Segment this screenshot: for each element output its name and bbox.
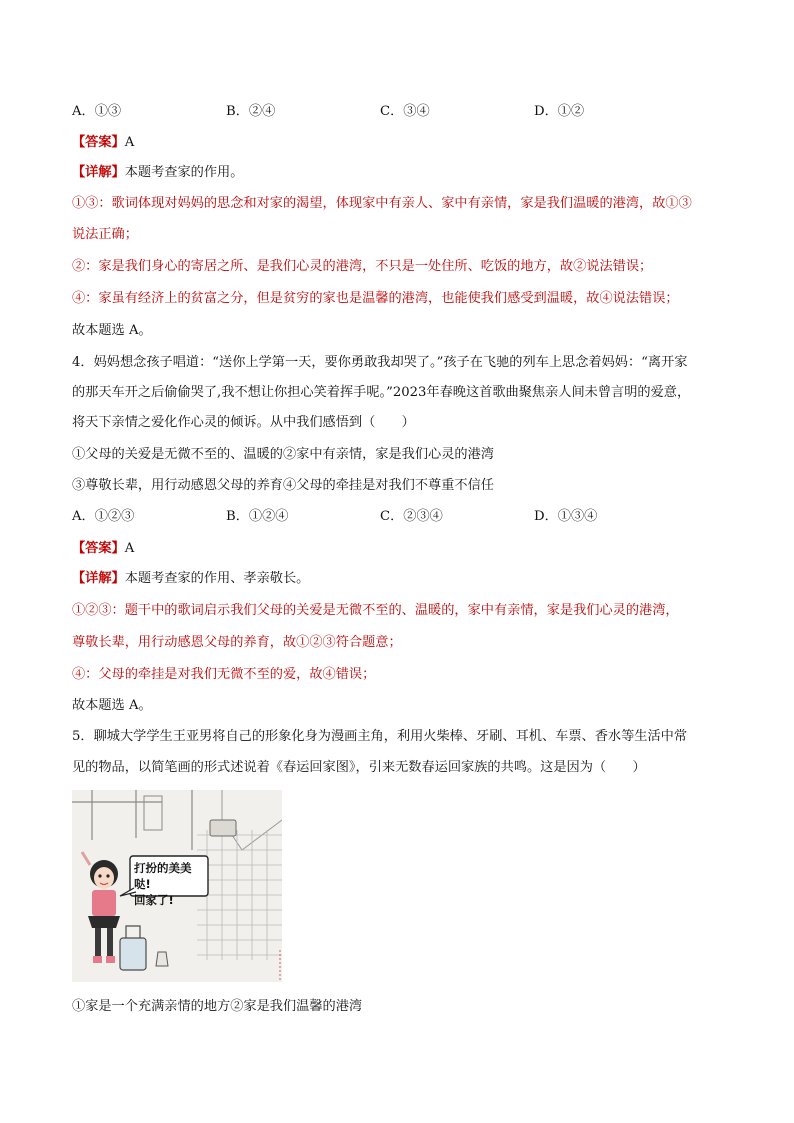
q3-explanation-1a: ①③：歌词体现对妈妈的思念和对家的渴望，体现家中有亲人、家中有亲情，家是我们温暖的港湾，故①③ <box>72 196 692 211</box>
q5-stem-1: 5．聊城大学学生王亚男将自己的形象化身为漫画主角，利用火柴棒、牙刷、耳机、车票、香水等生活中常 <box>72 729 688 744</box>
q5-stem-2: 见的物品，以简笔画的形式述说着《春运回家图》，引来无数春运回家族的共鸣。这是因为（ ） <box>72 760 646 775</box>
q3-answer <box>72 134 134 152</box>
q4-stem-2: 的那天车开之后偷偷哭了,我不想让你担心笑着挥手呢。”2023年春晚这首歌曲聚焦亲人间未曾言明的爱意， <box>72 385 691 400</box>
bubble-line-2: 回家了! <box>134 893 174 907</box>
detail-tag: 【详解】 <box>72 571 125 586</box>
q4-explanation-1a: ①②③：题干中的歌词启示我们父母的关爱是无微不至的、温暖的，家中有亲情，家是我们心灵的港湾， <box>72 603 679 618</box>
q4-option-a: A．①②③ <box>72 509 135 524</box>
answer-tag: 【答案】 <box>72 135 125 150</box>
q4-stem-1: 4．妈妈想念孩子唱道：“送你上学第一天，要你勇敢我却哭了。”孩子在飞驰的列车上思念着妈妈：“离开家 <box>72 355 688 370</box>
answer-tag: 【答案】 <box>72 541 125 556</box>
q3-explanation-3: ④：家虽有经济上的贫富之分，但是贫穷的家也是温馨的港湾，也能使我们感受到温暖，故④说法错误； <box>72 291 679 306</box>
q3-detail <box>72 164 243 182</box>
q3-option-a: A．①③ <box>72 104 122 119</box>
q4-detail <box>72 570 309 588</box>
detail-tag: 【详解】 <box>72 165 125 180</box>
q3-option-d: D．①② <box>534 104 585 119</box>
answer-value: A <box>124 135 135 150</box>
q5-item-1: ①家是一个充满亲情的地方②家是我们温馨的港湾 <box>72 999 363 1014</box>
q4-answer <box>72 540 134 558</box>
q4-option-d: D．①③④ <box>534 509 598 524</box>
q4-option-b: B．①②④ <box>226 509 289 524</box>
q3-conclusion: 故本题选 A。 <box>72 323 152 338</box>
q3-explanation-2: ②：家是我们身心的寄居之所、是我们心灵的港湾，不只是一处住所、吃饭的地方，故②说法错误； <box>72 259 653 274</box>
detail-text: 本题考查家的作用、孝亲敬长。 <box>124 571 310 586</box>
q4-item-2: ③尊敬长辈，用行动感恩父母的养育④父母的牵挂是对我们不尊重不信任 <box>72 478 494 493</box>
spring-festival-travel-comic <box>72 790 282 982</box>
q3-option-b: B．②④ <box>226 104 276 119</box>
speech-bubble <box>134 860 206 908</box>
q4-explanation-1b: 尊敬长辈，用行动感恩父母的养育，故①②③符合题意； <box>72 635 402 650</box>
q4-explanation-2: ④：父母的牵挂是对我们无微不至的爱，故④错误； <box>72 667 376 682</box>
q4-conclusion: 故本题选 A。 <box>72 698 152 713</box>
bubble-line-1: 打扮的美美哒! <box>134 861 192 891</box>
q4-stem-3: 将天下亲情之爱化作心灵的倾诉。从中我们感悟到（ ） <box>72 415 415 430</box>
q4-item-1: ①父母的关爱是无微不至的、温暖的②家中有亲情，家是我们心灵的港湾 <box>72 447 494 462</box>
q3-explanation-1b: 说法正确； <box>72 227 138 242</box>
q4-option-c: C．②③④ <box>380 509 443 524</box>
answer-value: A <box>124 541 135 556</box>
detail-text: 本题考查家的作用。 <box>124 165 244 180</box>
q3-option-c: C．③④ <box>380 104 430 119</box>
